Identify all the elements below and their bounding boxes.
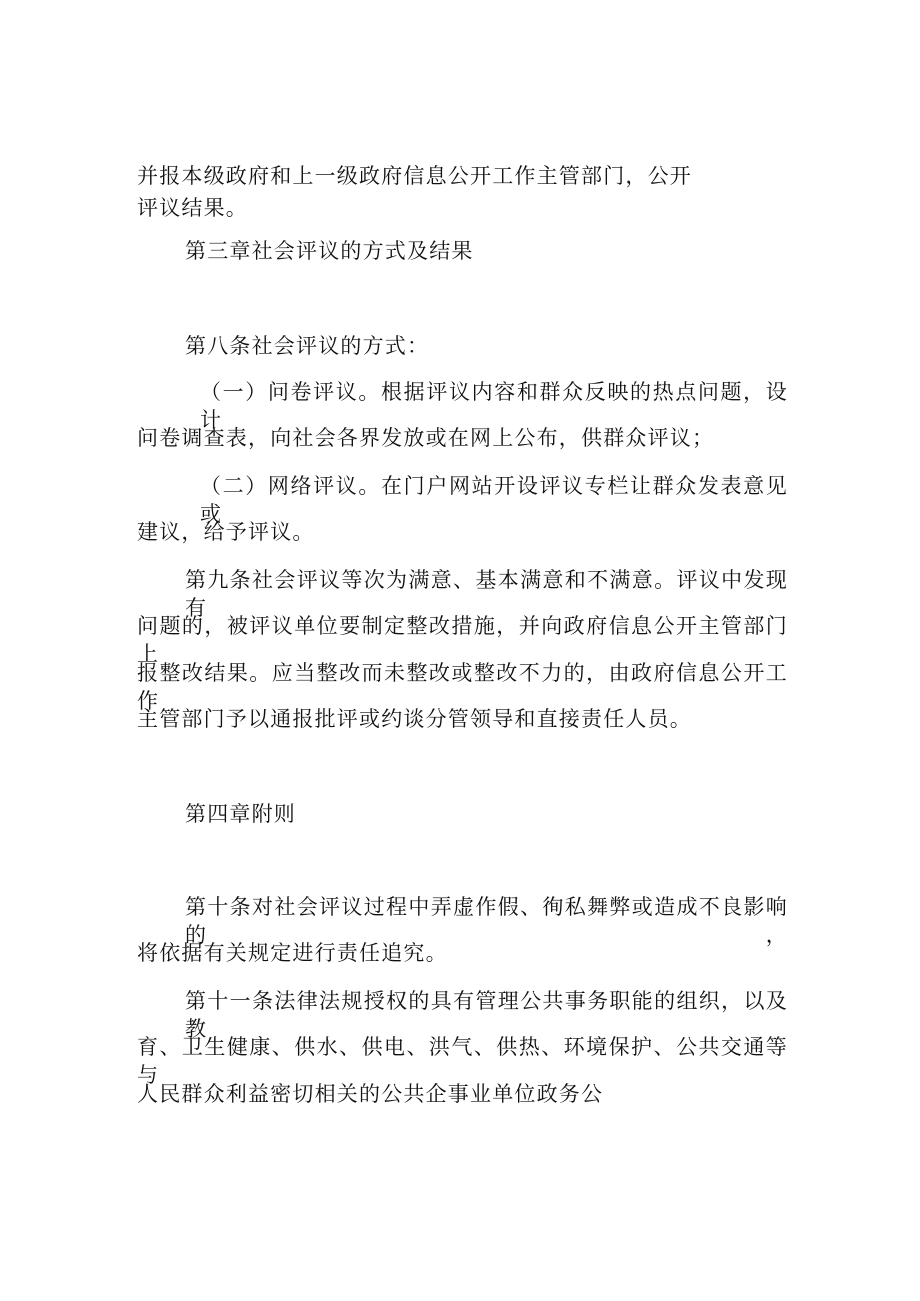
- paragraph-line: 第十一条法律法规授权的具有管理公共事务职能的组织，以及教: [185, 989, 788, 1041]
- chapter-heading: 第三章社会评议的方式及结果: [185, 239, 474, 263]
- paragraph-line: 建议，给予评议。: [137, 520, 315, 544]
- paragraph-line: 第十条对社会评议过程中弄虚作假、徇私舞弊或造成不良影响的，: [185, 895, 788, 947]
- chapter-heading: 第四章附则: [185, 802, 296, 826]
- paragraph-line: 评议结果。: [137, 196, 248, 220]
- paragraph-line: 育、卫生健康、供水、供电、洪气、供热、环境保护、公共交通等与: [137, 1035, 788, 1087]
- article-heading: 第八条社会评议的方式：: [185, 334, 430, 358]
- paragraph-line: （一）问卷评议。根据评议内容和群众反映的热点问题，设计: [200, 380, 788, 432]
- paragraph-line: 人民群众利益密切相关的公共企事业单位政务公: [137, 1082, 604, 1106]
- paragraph-line: 问题的，被评议单位要制定整改措施，并向政府信息公开主管部门上: [137, 614, 788, 666]
- paragraph-line: 第九条社会评议等次为满意、基本满意和不满意。评议中发现有: [185, 568, 788, 620]
- paragraph-line: （二）网络评议。在门户网站开设评议专栏让群众发表意见或: [200, 474, 788, 526]
- paragraph-line: 并报本级政府和上一级政府信息公开工作主管部门，公开: [137, 164, 692, 188]
- paragraph-line: 主管部门予以通报批评或约谈分管领导和直接责任人员。: [137, 707, 692, 731]
- paragraph-line: 将依据有关规定进行责任追究。: [137, 941, 448, 965]
- paragraph-line: 问卷调查表，向社会各界发放或在网上公布，供群众评议；: [137, 426, 715, 450]
- paragraph-line: 报整改结果。应当整改而未整改或整改不力的，由政府信息公开工作: [137, 661, 788, 713]
